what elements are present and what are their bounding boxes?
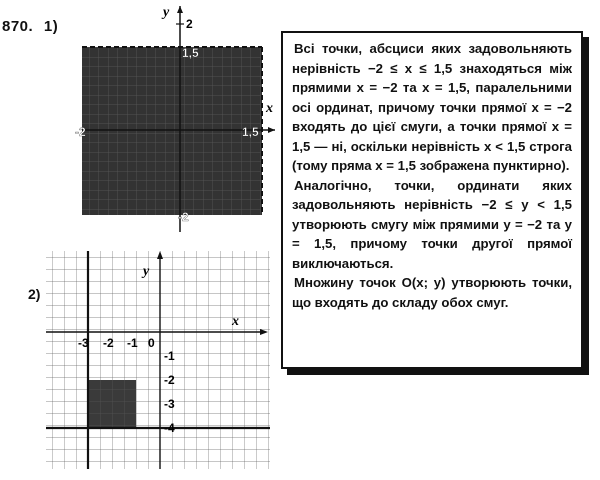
graph-2-y-tick-neg1: -1 [164, 349, 175, 363]
graph-2-y-tick-neg3: -3 [164, 397, 175, 411]
graph-2-shaded-grid [88, 380, 136, 428]
graph-2-x-tick-neg3: -3 [78, 336, 89, 350]
graph-1-y-axis-arrow [177, 6, 183, 13]
graph-1-x-label-1-5: 1,5 [242, 125, 259, 139]
graph-2-y-tick-neg4: -4 [164, 421, 175, 435]
graph-1-x-axis-label: x [266, 101, 273, 116]
graph-1-grid-overlay [82, 47, 262, 215]
explanation-paragraph-1: Всі точки, абсциси яких задовольняють нерівність −2 ≤ x ≤ 1,5 знаходяться між прямими x = −2 та x = 1,5, паралельними осі ординат, причому точки прямої x = −2 входять до цієї смуги, а точки прямої x = 1,5 — ні, оскільки нерівність x < 1,5 строга (тому пряма x = 1,5 зображена пунктирно). [292, 41, 572, 173]
graph-1-y-label-1-5: 1,5 [182, 46, 199, 60]
graph-1-y-label-neg2: -2 [178, 210, 189, 224]
part2-label: 2) [28, 286, 41, 302]
graph-2-y-tick-neg2: -2 [164, 373, 175, 387]
graph-2-grid [46, 251, 270, 469]
graph-2 [40, 245, 276, 475]
graph-2-x-tick-neg2: -2 [103, 336, 114, 350]
graph-1-x-label-neg2: -2 [75, 125, 86, 139]
graph-2-x-tick-0: 0 [148, 336, 155, 350]
part1-label: 1) [43, 18, 59, 35]
graph-1-svg [70, 0, 280, 240]
explanation-box [281, 31, 583, 369]
graph-2-svg [40, 245, 276, 475]
graph-2-x-axis-label: x [232, 314, 239, 329]
explanation-paragraph-3: Множину точок O(x; y) утворюють точки, що входять до складу обох смуг. [292, 275, 572, 310]
problem-number-text: 870. [2, 18, 34, 35]
problem-number [2, 18, 58, 35]
explanation-paragraph-2: Аналогічно, точки, ординати яких задовольняють нерівність −2 ≤ y < 1,5 утворюють смугу між прямими y = −2 та y = 1,5, причому точки другої прямої виключаються. [292, 177, 572, 271]
graph-2-y-axis-label: y [143, 264, 150, 279]
graph-1 [70, 0, 280, 240]
graph-1-y-label-2: 2 [186, 17, 193, 31]
graph-1-y-axis-label: y [163, 5, 170, 20]
graph-1-x-axis-arrow [268, 127, 275, 133]
graph-2-x-tick-neg1: -1 [127, 336, 138, 350]
